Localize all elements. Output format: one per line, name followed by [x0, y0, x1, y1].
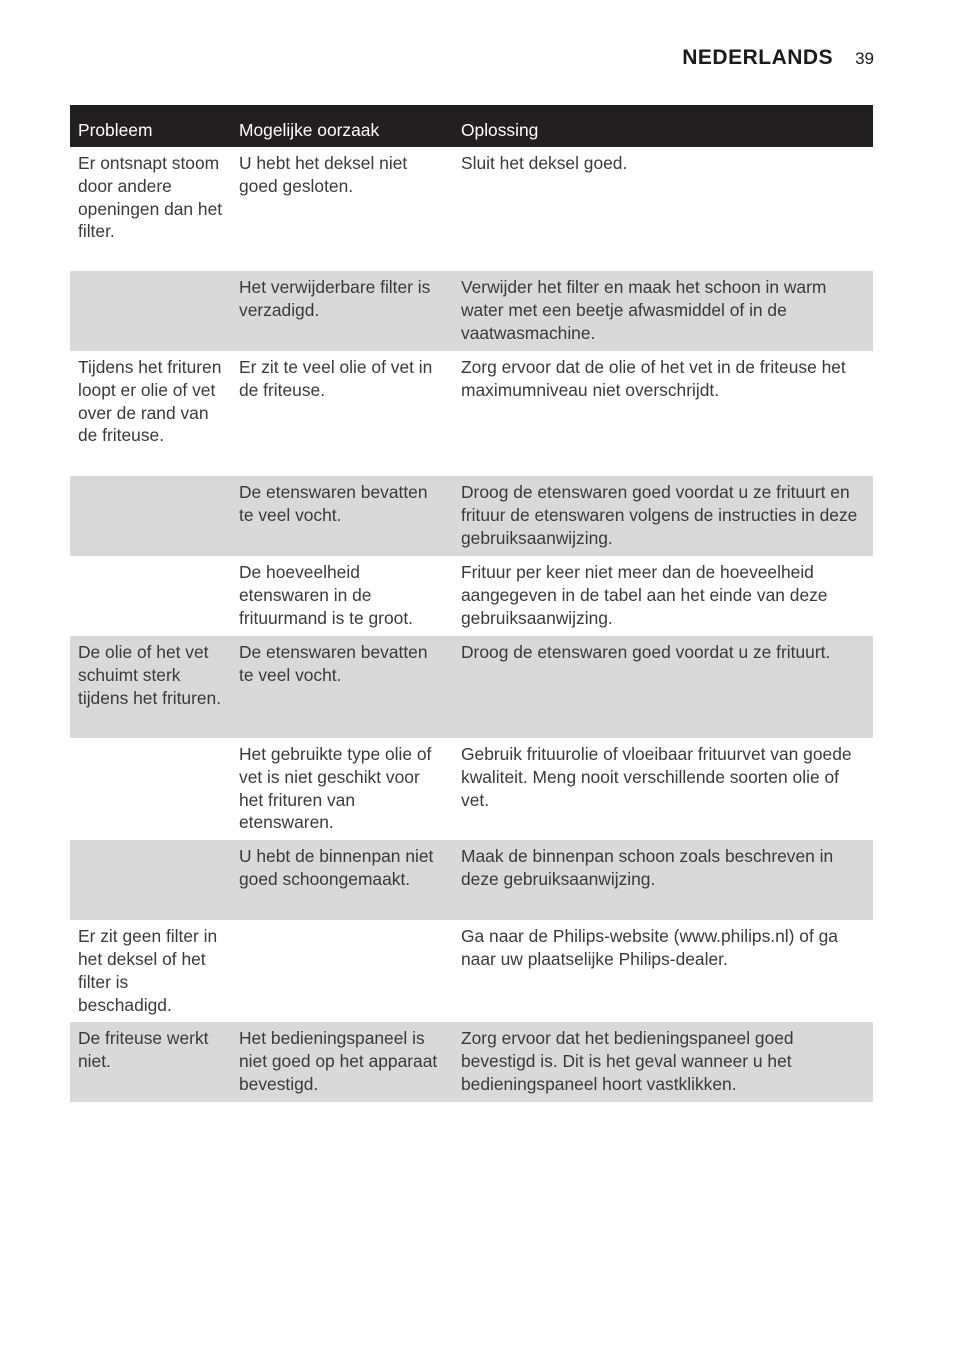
solution-cell: Droog de etenswaren goed voordat u ze frituurt. [453, 636, 873, 738]
troubleshooting-table [70, 105, 873, 1102]
cause-cell: Het gebruikte type olie of vet is niet geschikt voor het frituren van etenswaren. [239, 744, 432, 833]
solution-cell: Zorg ervoor dat de olie of het vet in de friteuse het maximumniveau niet overschrijdt. [461, 357, 846, 400]
table-row [70, 920, 873, 1022]
cause-cell: Het bedieningspaneel is niet goed op het apparaat bevestigd. [231, 1022, 453, 1102]
cause-cell [231, 920, 453, 1022]
problem-cell [70, 556, 231, 636]
table-row [70, 636, 873, 738]
problem-cell [70, 840, 231, 920]
solution-cell: Ga naar de Philips-website (www.philips.nl) of ga naar uw plaatselijke Philips-dealer. [461, 926, 838, 969]
solution-cell: Sluit het deksel goed. [461, 153, 628, 173]
solution-cell: Droog de etenswaren goed voordat u ze frituurt en frituur de etenswaren volgens de instructies in deze gebruiksaanwijzing. [453, 476, 873, 556]
column-header-cause: Mogelijke oorzaak [231, 105, 453, 147]
cause-cell: De etenswaren bevatten te veel vocht. [231, 636, 453, 738]
problem-cell: Er zit geen filter in het deksel of het filter is beschadigd. [78, 926, 218, 1015]
language-heading: NEDERLANDS [682, 46, 834, 69]
cause-cell: Er zit te veel olie of vet in de friteuse. [239, 357, 433, 400]
table-row [70, 476, 873, 556]
solution-cell: Maak de binnenpan schoon zoals beschreven in deze gebruiksaanwijzing. [453, 840, 873, 920]
problem-cell [70, 271, 231, 351]
table-row [70, 840, 873, 920]
solution-cell: Frituur per keer niet meer dan de hoeveelheid aangegeven in de tabel aan het einde van deze gebruiksaanwijzing. [461, 562, 828, 628]
problem-cell: De friteuse werkt niet. [70, 1022, 231, 1102]
problem-cell [70, 476, 231, 556]
table-row [70, 556, 873, 636]
table-row [70, 1022, 873, 1102]
table-row [70, 147, 873, 271]
table-row [70, 738, 873, 840]
cause-cell: Het verwijderbare filter is verzadigd. [231, 271, 453, 351]
column-header-solution: Oplossing [453, 105, 873, 147]
cause-cell: De hoeveelheid etenswaren in de frituurmand is te groot. [239, 562, 413, 628]
column-header-problem: Probleem [70, 105, 231, 147]
cause-cell: U hebt het deksel niet goed gesloten. [239, 153, 408, 196]
table-header [70, 105, 873, 147]
problem-cell [70, 738, 231, 840]
solution-cell: Gebruik frituurolie of vloeibaar frituurvet van goede kwaliteit. Meng nooit verschillende soorten olie of vet. [461, 744, 852, 810]
table-row [70, 351, 873, 476]
solution-cell: Verwijder het filter en maak het schoon in warm water met een beetje afwasmiddel of in de vaatwasmachine. [453, 271, 873, 351]
cause-cell: De etenswaren bevatten te veel vocht. [231, 476, 453, 556]
solution-cell: Zorg ervoor dat het bedieningspaneel goed bevestigd is. Dit is het geval wanneer u het bedieningspaneel hoort vastklikken. [453, 1022, 873, 1102]
problem-cell: De olie of het vet schuimt sterk tijdens het frituren. [70, 636, 231, 738]
problem-cell: Er ontsnapt stoom door andere openingen dan het filter. [78, 153, 223, 242]
page-number: 39 [855, 49, 874, 68]
problem-cell: Tijdens het frituren loopt er olie of vet over de rand van de friteuse. [78, 357, 222, 446]
cause-cell: U hebt de binnenpan niet goed schoongemaakt. [231, 840, 453, 920]
table-row [70, 271, 873, 351]
page-header [682, 46, 874, 70]
